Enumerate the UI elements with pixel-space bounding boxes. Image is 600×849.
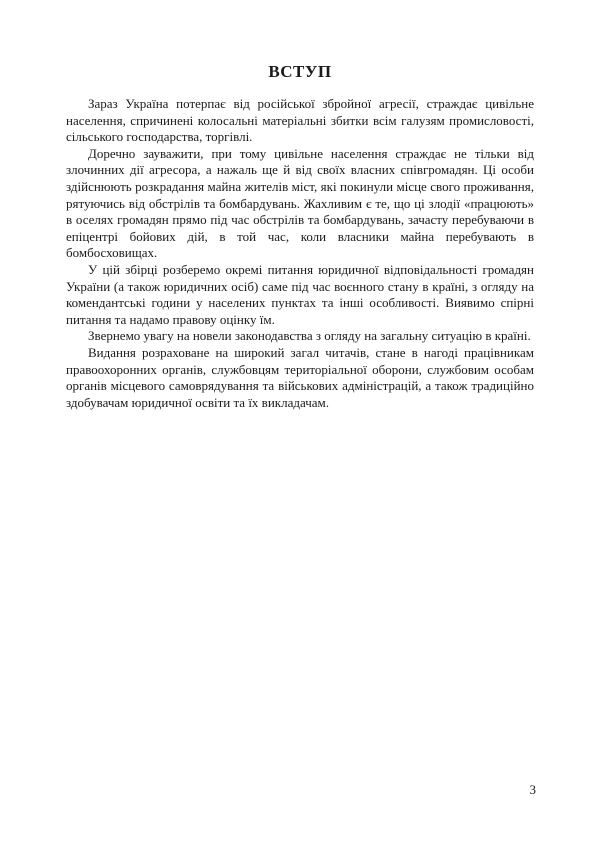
page-number: 3 xyxy=(529,782,536,797)
paragraph-4: Звернемо увагу на новели законодавства з огляду на загальну ситуацію в країні. xyxy=(88,328,531,344)
paragraph-5: Видання розраховане на широкий загал читачів, стане в нагоді працівникам правоохоронних органів, службовцям територіальної оборони, службовим особам органів місцевого самоврядування та військових адміністрацій, а також традиційно здобувачам юридичної освіти та їх викладачам. xyxy=(66,344,534,410)
page-title: ВСТУП xyxy=(268,62,332,81)
paragraph-3: У цій збірці розберемо окремі питання юридичної відповідальності громадян України (а також юридичних осіб) саме під час воєнного стану в країні, з огляду на комендантські години у населених пунктах та інші особливості. Виявимо спірні питання та надамо правову оцінку їм. xyxy=(66,261,534,327)
paragraph-2: Доречно зауважити, при тому цивільне населення страждає не тільки від злочинних дії агресора, а нажаль ще й від своїх власних співгромадян. Ці особи здійснюють розкрадання майна жителів міст, які покинули місце свого проживання, рятуючись від обстрілів та бомбардувань. Жахливим є те, що ці злодії «працюють» в оселях громадян прямо під час обстрілів та бомбардувань, зачасту перебуваючи в епіцентрі бойових дій, в той час, коли власники майна перебувають в бомбосховищах. xyxy=(66,145,534,261)
body-text xyxy=(66,96,534,411)
paragraph-1: Зараз Україна потерпає від російської збройної агресії, страждає цивільне населення, спричинені колосальні матеріальні збитки всім галузям промисловості, сільського господарства, торгівлі. xyxy=(66,96,534,145)
